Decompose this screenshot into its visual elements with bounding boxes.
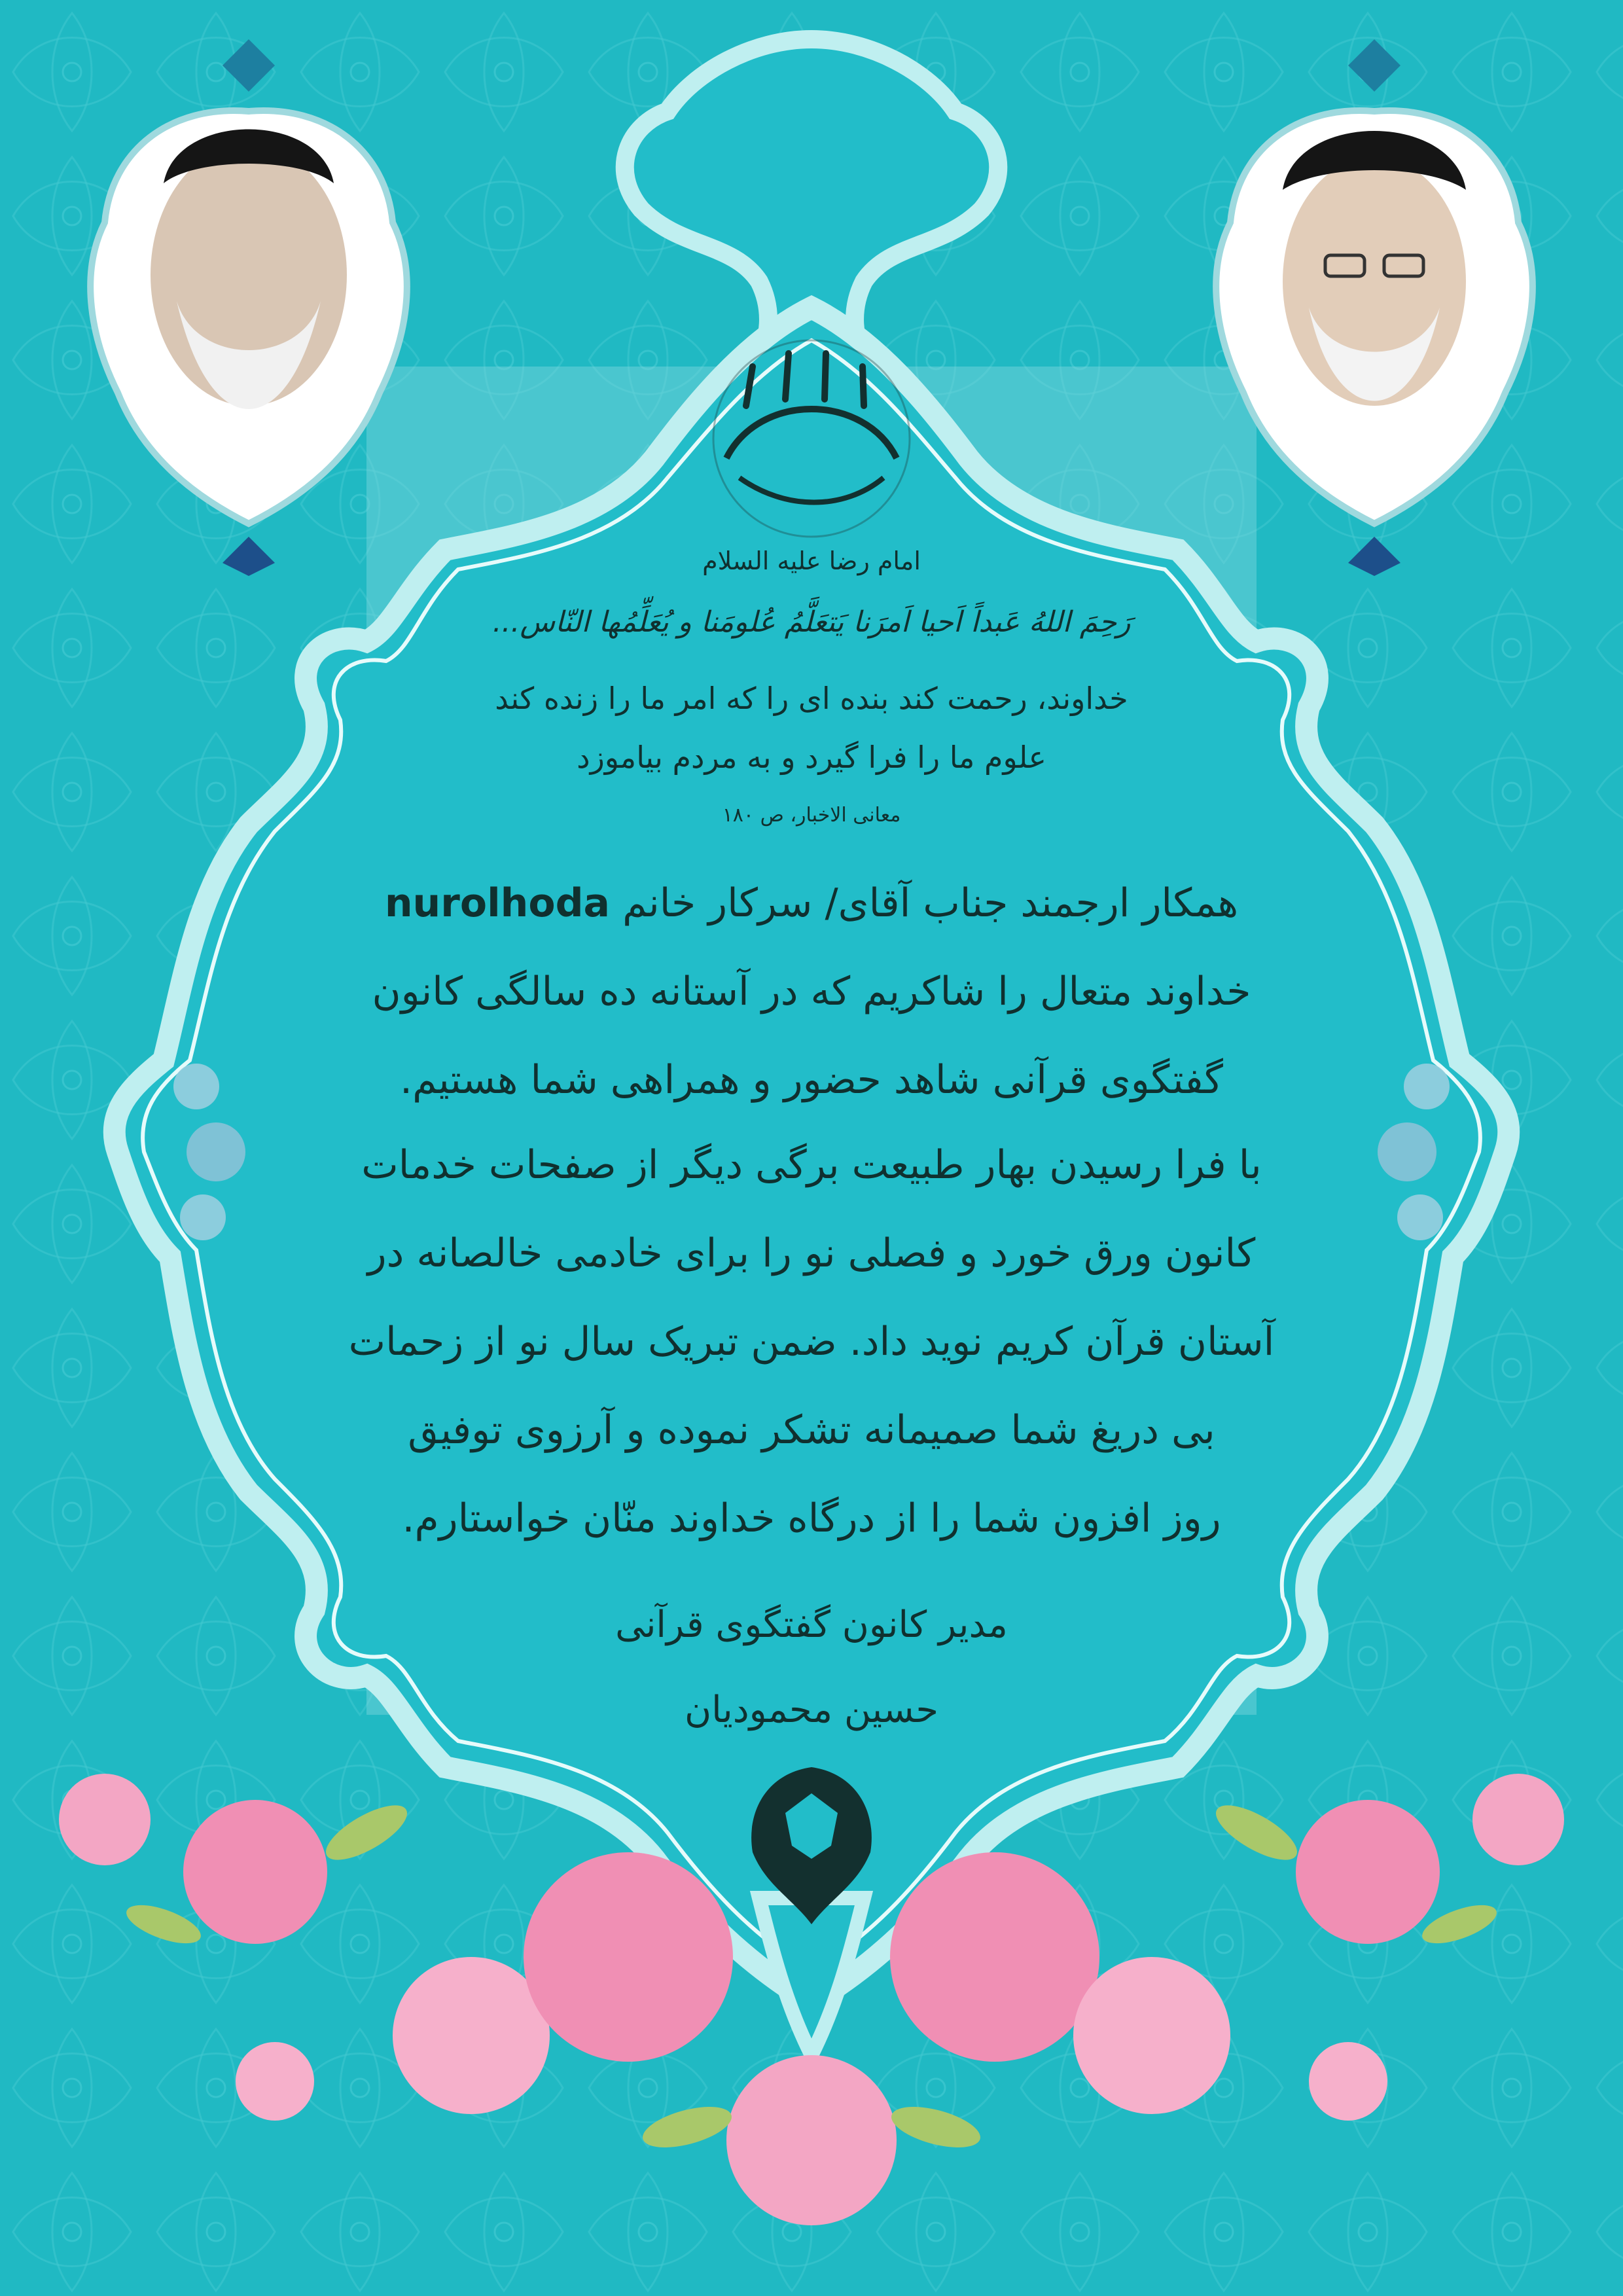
hadith-source: امام رضا علیه السلام	[702, 547, 921, 575]
hadith-arabic: رَحِمَ اللهُ عَبداً اَحیا اَمرَنا یَتعَلَّمُ عُلومَنا و یُعَلِّمُها النّاس...	[492, 605, 1131, 639]
signer-name: حسین محمودیان	[684, 1689, 939, 1731]
signer-title: مدیر کانون گفتگوی قرآنی	[615, 1604, 1008, 1646]
greeting-line	[0, 880, 1623, 926]
message-line: بی دریغ شما صمیمانه تشکر نموده و آرزوی توفیق	[408, 1407, 1215, 1453]
hadith-translation-line1: خداوند، رحمت کند بنده ای را که امر ما را زنده کند	[495, 681, 1128, 716]
hadith-translation-line2: علوم ما را فرا گیرد و به مردم بیاموزد	[577, 740, 1046, 775]
message-line: خداوند متعال را شاکریم که در آستانه ده سالگی کانون	[372, 969, 1251, 1014]
recipient-name: nurolhoda	[384, 880, 611, 926]
message-line: گفتگوی قرآنی شاهد حضور و همراهی شما هستیم.	[400, 1057, 1223, 1103]
message-line: روز افزون شما را از درگاه خداوند منّان خواستارم.	[402, 1496, 1221, 1541]
message-line: آستان قرآن کریم نوید داد. ضمن تبریک سال نو از زحمات	[348, 1319, 1275, 1365]
greeting-prefix: همکار ارجمند جناب آقای/ سرکار خانم	[622, 880, 1239, 926]
message-line: کانون ورق خورد و فصلی نو را برای خادمی خالصانه در	[367, 1230, 1256, 1276]
message-line: با فرا رسیدن بهار طبیعت برگی دیگر از صفحات خدمات	[361, 1142, 1262, 1188]
hadith-reference: معانی الاخبار، ص ۱۸۰	[722, 804, 901, 827]
